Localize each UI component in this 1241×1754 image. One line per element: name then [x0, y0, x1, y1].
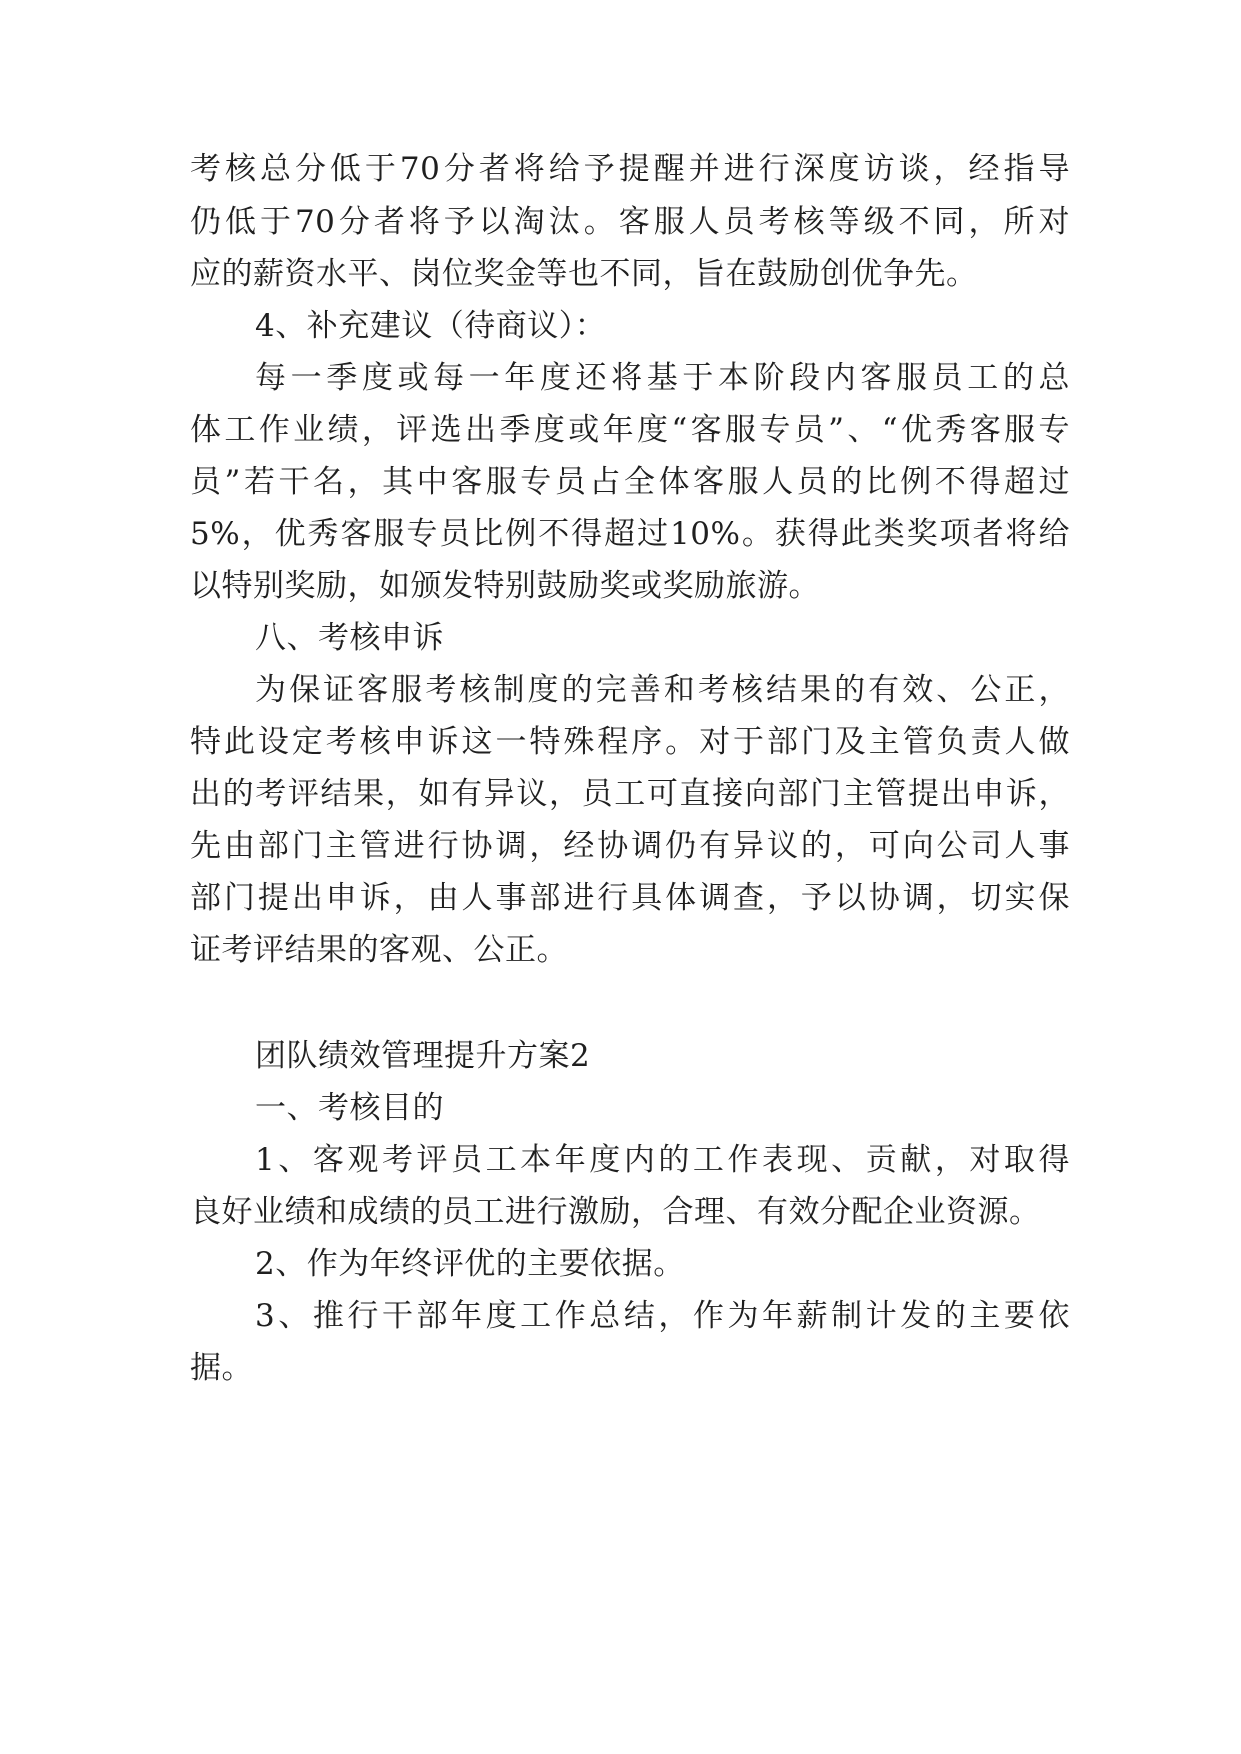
paragraph-line: 考核总分低于70分者将给予提醒并进行深度访谈，经指导: [190, 151, 1070, 187]
paragraph-line: 仍低于70分者将予以淘汰。客服人员考核等级不同，所对: [190, 204, 1070, 240]
paragraph-line: 5%，优秀客服专员比例不得超过10%。获得此类奖项者将给: [190, 516, 1070, 552]
paragraph-line: 应的薪资水平、岗位奖金等也不同，旨在鼓励创优争先。: [190, 256, 978, 292]
paragraph-line: 特此设定考核申诉这一特殊程序。对于部门及主管负责人做: [190, 724, 1070, 760]
paragraph-line: 以特别奖励，如颁发特别鼓励奖或奖励旅游。: [190, 568, 820, 604]
paragraph-line: 证考评结果的客观、公正。: [190, 932, 568, 968]
paragraph-line: 3、推行干部年度工作总结，作为年薪制计发的主要依: [255, 1298, 1070, 1334]
paragraph-line: 部门提出申诉，由人事部进行具体调查，予以协调，切实保: [190, 880, 1070, 916]
paragraph-line: 体工作业绩，评选出季度或年度“客服专员”、“优秀客服专: [190, 412, 1070, 448]
paragraph-line: 2、作为年终评优的主要依据。: [255, 1246, 685, 1282]
paragraph-line: 据。: [190, 1350, 253, 1386]
paragraph-line: 员”若干名，其中客服专员占全体客服人员的比例不得超过: [190, 464, 1070, 500]
paragraph-line: 为保证客服考核制度的完善和考核结果的有效、公正，: [255, 672, 1070, 708]
paragraph-line: 1、客观考评员工本年度内的工作表现、贡献，对取得: [255, 1142, 1070, 1178]
section-heading: 一、考核目的: [255, 1090, 444, 1126]
section-heading: 八、考核申诉: [255, 620, 444, 656]
section-subheading: 4、补充建议（待商议）：: [255, 308, 607, 344]
paragraph-line: 每一季度或每一年度还将基于本阶段内客服员工的总: [255, 360, 1070, 396]
paragraph-line: 先由部门主管进行协调，经协调仍有异议的，可向公司人事: [190, 828, 1070, 864]
paragraph-line: 出的考评结果，如有异议，员工可直接向部门主管提出申诉，: [190, 776, 1070, 812]
document-title: 团队绩效管理提升方案2: [255, 1038, 591, 1074]
paragraph-line: 良好业绩和成绩的员工进行激励，合理、有效分配企业资源。: [190, 1194, 1041, 1230]
